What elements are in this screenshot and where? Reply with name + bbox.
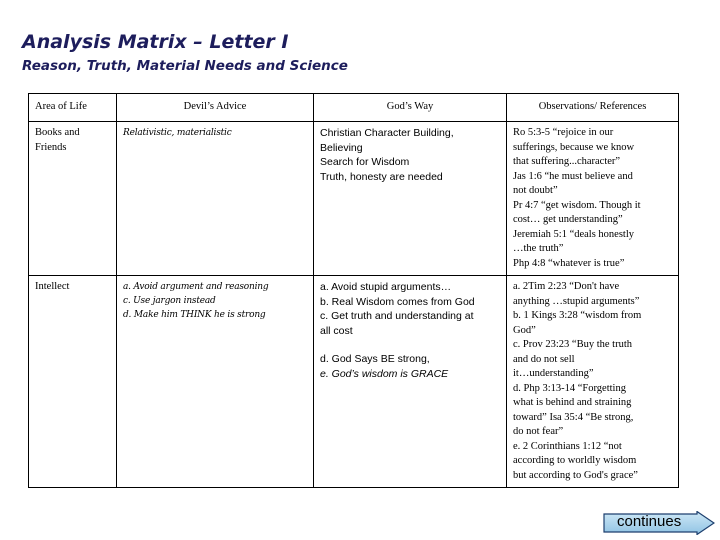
observation-line: and do not sell	[513, 353, 575, 365]
observation-line: not doubt”	[513, 185, 558, 196]
devils-advice-cell	[117, 122, 314, 276]
area-cell	[29, 122, 117, 276]
gods-way-line: d. God Says BE strong,	[320, 353, 430, 365]
continues-button[interactable]	[603, 511, 715, 535]
column-header-area: Area of Life	[29, 94, 117, 122]
observation-line: sufferings, because we know	[513, 141, 635, 153]
spacer	[320, 338, 500, 352]
table-row	[29, 276, 679, 488]
observation-line: Ro 5:3-5 “rejoice in our	[513, 127, 614, 138]
observation-line: that suffering...character”	[513, 156, 621, 167]
observation-line: Php 4:8 “whatever is true”	[513, 257, 625, 269]
continues-label: continues	[617, 513, 682, 530]
observation-line: it…understanding”	[513, 368, 594, 379]
observations-cell	[507, 122, 679, 276]
column-header-devils-advice: Devil’s Advice	[117, 94, 314, 122]
observation-line: cost… get understanding”	[513, 214, 623, 225]
observation-line: toward” Isa 35:4 “Be strong,	[513, 411, 634, 423]
gods-way-line: a. Avoid stupid arguments…	[320, 281, 452, 293]
handwritten-note: c. Use jargon instead	[123, 296, 216, 306]
observation-line: anything …stupid arguments”	[513, 295, 640, 307]
observations-cell	[507, 276, 679, 488]
gods-way-line: b. Real Wisdom comes from God	[320, 295, 475, 308]
gods-way-line: Search for Wisdom	[320, 156, 410, 168]
gods-way-line: Believing	[320, 141, 363, 154]
observation-line: c. Prov 23:23 “Buy the truth	[513, 339, 632, 350]
handwritten-note: d. Make him THINK he is strong	[123, 310, 266, 320]
observation-line: God”	[513, 324, 536, 336]
observation-line: do not fear”	[513, 426, 564, 437]
gods-way-line: e. God’s wisdom is GRACE	[320, 367, 449, 380]
observation-line: according to worldly wisdom	[513, 455, 637, 466]
observation-line: Jeremiah 5:1 “deals honestly	[513, 228, 635, 240]
gods-way-line: Truth, honesty are needed	[320, 170, 443, 183]
table-header-row	[29, 94, 679, 122]
observation-line: d. Php 3:13-14 “Forgetting	[513, 382, 626, 394]
analysis-matrix-table	[28, 93, 679, 488]
column-header-gods-way: God’s Way	[314, 94, 507, 122]
gods-way-line: c. Get truth and understanding at	[320, 310, 474, 322]
observation-line: …the truth”	[513, 243, 564, 254]
handwritten-note: Relativistic, materialistic	[123, 128, 232, 138]
gods-way-cell	[314, 122, 507, 276]
gods-way-line: Christian Character Building,	[320, 127, 454, 139]
area-cell	[29, 276, 117, 488]
area-label: Intellect	[35, 281, 70, 292]
observation-line: e. 2 Corinthians 1:12 “not	[513, 440, 622, 452]
gods-way-line: all cost	[320, 324, 353, 337]
page-subtitle: Reason, Truth, Material Needs and Science	[22, 58, 348, 74]
page-title: Analysis Matrix – Letter I	[22, 31, 289, 53]
area-label: Books and Friends	[35, 127, 80, 153]
observation-line: Jas 1:6 “he must believe and	[513, 170, 633, 182]
observation-line: a. 2Tim 2:23 “Don't have	[513, 281, 620, 292]
gods-way-cell	[314, 276, 507, 488]
handwritten-note: a. Avoid argument and reasoning	[123, 282, 269, 292]
table-row	[29, 122, 679, 276]
observation-line: what is behind and straining	[513, 397, 632, 408]
observation-line: b. 1 Kings 3:28 “wisdom from	[513, 310, 642, 321]
column-header-observations: Observations/ References	[507, 94, 679, 122]
observation-line: Pr 4:7 “get wisdom. Though it	[513, 199, 641, 211]
observation-line: but according to God's grace”	[513, 469, 638, 481]
devils-advice-cell	[117, 276, 314, 488]
